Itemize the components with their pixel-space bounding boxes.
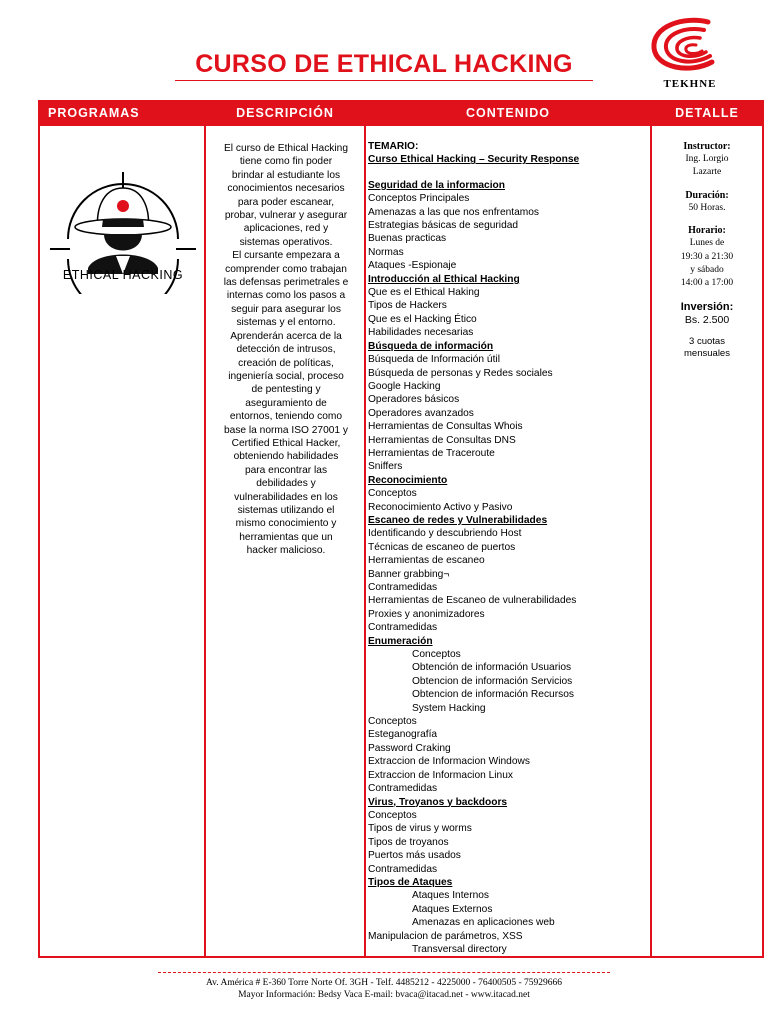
instructor-line: Lazarte xyxy=(692,167,722,178)
instructor-label: Instructor: xyxy=(683,141,731,152)
content-item: Tipos de Hackers xyxy=(368,300,447,312)
content-section-heading: Enumeración xyxy=(368,635,433,647)
content-section-heading: Reconocimiento xyxy=(368,474,448,486)
description-line: detección de intrusos, xyxy=(236,344,336,356)
content-item: Conceptos xyxy=(368,716,417,728)
title-underline xyxy=(175,80,593,81)
description-line: tiene como fin poder xyxy=(239,156,333,168)
description-line: para poder escanear, xyxy=(237,196,335,208)
content-item: Contramedidas xyxy=(368,582,438,593)
program-label: ETHICAL HACKING xyxy=(62,268,184,282)
content-item: Herramientas de escaneo xyxy=(368,555,485,567)
programs-column xyxy=(40,102,206,956)
description-line: vulnerabilidades en los xyxy=(234,491,338,503)
content-item: Contramedidas xyxy=(368,622,438,634)
schedule-line: Lunes de xyxy=(689,238,725,249)
description-line: debilidades y xyxy=(256,478,316,490)
investment-label: Inversión: xyxy=(680,300,734,313)
schedule-line: 19:30 a 21:30 xyxy=(680,251,734,262)
content-item: Técnicas de escaneo de puertos xyxy=(368,541,516,553)
footer-divider xyxy=(158,972,610,973)
content-section-heading: Virus, Troyanos y backdoors xyxy=(368,796,508,808)
course-table xyxy=(38,100,764,958)
description-text xyxy=(210,142,362,558)
description-line: herramientas que un xyxy=(239,531,333,543)
content-item: Contramedidas xyxy=(368,783,438,795)
schedule-line: 14:00 a 17:00 xyxy=(680,278,734,289)
schedule-label: Horario: xyxy=(688,225,726,237)
content-item: Herramientas de Traceroute xyxy=(368,447,495,459)
content-item: Proxies y anonimizadores xyxy=(368,608,485,620)
content-item: Herramientas de Consultas Whois xyxy=(368,421,523,433)
header-contenido: CONTENIDO xyxy=(366,102,650,126)
header-descripcion: DESCRIPCIÓN xyxy=(206,102,364,126)
detail-column xyxy=(652,102,762,956)
description-line: El curso de Ethical Hacking xyxy=(223,143,348,154)
footer xyxy=(0,977,768,1001)
content-item: Obtencion de información Recursos xyxy=(412,689,574,701)
description-line: ingeniería social, proceso xyxy=(228,370,344,382)
content-list xyxy=(366,140,650,956)
content-item: Que es el Ethical Haking xyxy=(368,287,480,299)
content-item: Operadores avanzados xyxy=(368,407,474,419)
content-item: Esteganografía xyxy=(368,729,438,741)
description-line: brindar al estudiante los xyxy=(231,169,341,181)
content-item: Contramedidas xyxy=(368,863,438,875)
content-item: Password Craking xyxy=(368,742,451,754)
content-item: Transversal directory xyxy=(412,943,507,955)
content-item: Herramientas de Consultas DNS xyxy=(368,434,516,446)
investment-value: Bs. 2.500 xyxy=(684,313,730,326)
footer-contact: Mayor Información: Bedsy Vaca E-mail: bvaca@itacad.net - www.itacad.net xyxy=(238,990,530,1000)
installments-line: mensuales xyxy=(684,348,730,360)
description-line: mismo conocimiento y xyxy=(235,518,337,530)
content-item: Estrategias básicas de seguridad xyxy=(368,220,519,232)
content-item: Tipos de virus y worms xyxy=(368,823,472,835)
description-line: obteniendo habilidades xyxy=(233,451,339,463)
description-line: aseguramiento de xyxy=(245,397,327,409)
brand-name: TEKHNE xyxy=(663,78,717,90)
description-line: internas como los pasos a xyxy=(226,290,346,302)
content-item: Google Hacking xyxy=(368,380,441,392)
description-line: Certified Ethical Hacker, xyxy=(231,437,341,449)
content-item: Obtencion de información Servicios xyxy=(412,675,573,687)
description-line: de pentesting y xyxy=(251,384,321,396)
content-item: Curso Ethical Hacking – Security Response xyxy=(368,154,580,166)
description-line: Aprenderán acerca de la xyxy=(230,330,342,342)
content-item: Conceptos xyxy=(412,649,461,661)
schedule-line: y sábado xyxy=(690,265,724,276)
content-item: Manipulacion de parámetros, XSS xyxy=(368,930,523,942)
content-item: Herramientas de Escaneo de vulnerabilidades xyxy=(368,595,577,607)
content-item: Búsqueda de personas y Redes sociales xyxy=(368,367,553,379)
content-section-heading: Seguridad de la informacion xyxy=(368,179,505,191)
content-item: Puertos más usados xyxy=(368,850,461,862)
content-item: TEMARIO: xyxy=(368,141,419,152)
content-item: Sniffers xyxy=(368,461,403,473)
content-item: Ataques -Espionaje xyxy=(368,260,457,272)
description-line: El cursante empezara a xyxy=(232,250,340,262)
content-item: Extraccion de Informacion Linux xyxy=(368,769,513,781)
content-item: Buenas practicas xyxy=(368,233,447,245)
duration-label: Duración: xyxy=(685,189,729,201)
content-item: Habilidades necesarias xyxy=(368,327,474,339)
content-item: Ataques Internos xyxy=(412,890,490,902)
page-title: CURSO DE ETHICAL HACKING xyxy=(195,50,573,78)
description-line: sistemas utilizando el xyxy=(237,504,335,516)
content-item: Identificando y descubriendo Host xyxy=(368,528,522,540)
instructor-line: Ing. Lorgio xyxy=(685,154,729,164)
duration-value: 50 Horas. xyxy=(688,202,726,213)
description-line: conocimientos necesarios xyxy=(227,183,345,195)
content-item: Tipos de troyanos xyxy=(368,836,449,848)
installments-line: 3 cuotas xyxy=(689,335,725,347)
description-line: sistemas y el entorno. xyxy=(236,317,336,329)
content-item: Normas xyxy=(368,246,404,258)
description-line: probar, vulnerar y asegurar xyxy=(224,210,348,222)
content-item: Amenazas en aplicaciones web xyxy=(412,917,555,929)
content-item: Amenazas a las que nos enfrentamos xyxy=(368,206,540,218)
detail-block xyxy=(652,140,762,361)
content-section-heading: Tipos de Ataques xyxy=(368,876,453,888)
content-item: Banner grabbing¬ xyxy=(368,568,450,580)
content-item: Conceptos xyxy=(368,809,417,821)
description-line: seguir para asegurar los xyxy=(231,303,341,315)
content-item: Reconocimiento Activo y Pasivo xyxy=(368,501,513,513)
content-column xyxy=(366,102,652,956)
description-line: sistemas operativos. xyxy=(239,236,333,248)
content-item: Ataques Externos xyxy=(412,903,493,915)
content-item: Que es el Hacking Ético xyxy=(368,313,477,325)
description-line: entornos, teniendo como xyxy=(229,411,343,423)
content-item: Conceptos Principales xyxy=(368,193,470,205)
content-item: Extraccion de Informacion Windows xyxy=(368,756,530,768)
description-line: comprender como trabajan xyxy=(225,263,347,275)
description-line: hacker malicioso. xyxy=(246,545,326,557)
content-item: Búsqueda de Información útil xyxy=(368,354,500,366)
content-section-heading: Escaneo de redes y Vulnerabilidades xyxy=(368,514,548,526)
content-item: Operadores básicos xyxy=(368,394,460,406)
footer-address: Av. América # E-360 Torre Norte Of. 3GH - Telf. 4485212 - 4225000 - 76400505 - 75929666 xyxy=(205,978,563,988)
description-line: aplicaciones, red y xyxy=(243,223,329,235)
description-line: base la norma ISO 27001 y xyxy=(223,424,349,436)
content-section-heading: Introducción al Ethical Hacking xyxy=(368,273,520,285)
description-column xyxy=(206,102,366,956)
content-item: Obtención de información Usuarios xyxy=(412,662,572,674)
description-line: creación de políticas, xyxy=(238,357,334,369)
content-item: System Hacking xyxy=(412,702,486,714)
description-line: las defensas perimetrales e xyxy=(223,277,349,289)
content-item: Conceptos xyxy=(368,488,417,500)
content-section-heading: Búsqueda de información xyxy=(368,340,494,352)
header-detalle: DETALLE xyxy=(652,102,762,126)
description-line: para encontrar las xyxy=(244,464,328,476)
header-programas: PROGRAMAS xyxy=(40,102,204,126)
